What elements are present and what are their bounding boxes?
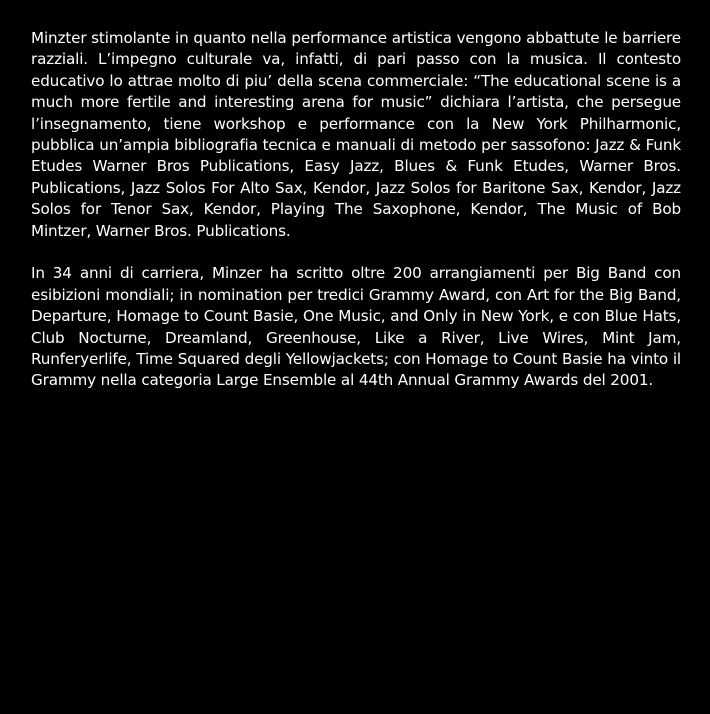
paragraph-mintzer-education: Minzter stimolante in quanto nella performance artistica vengono abbattute le barriere razziali. L’impegno culturale va, infatti, di pari passo con la musica. Il contesto educativo lo attrae molto di piu’ della scena commerciale: “The educational scene is a much more fertile and interesting arena for music” dichiara l’artista, che persegue l’insegnamento, tiene workshop e performance con la New York Philharmonic, pubblica un’ampia bibliografia tecnica e manuali di metodo per sassofono: Jazz & Funk Etudes Warner Bros Publications, Easy Jazz, Blues & Funk Etudes, Warner Bros. Publications, Jazz Solos For Alto Sax, Kendor, Jazz Solos for Baritone Sax, Kendor, Jazz Solos for Tenor Sax, Kendor, Playing The Saxophone, Kendor, The Music of Bob Mintzer, Warner Bros. Publications.: [31, 29, 681, 240]
document-body: [31, 28, 681, 392]
paragraph-mintzer-career: In 34 anni di carriera, Minzer ha scritto oltre 200 arrangiamenti per Big Band con esibizioni mondiali; in nomination per tredici Grammy Award, con Art for the Big Band, Departure, Homage to Count Basie, One Music, and Only in New York, e con Blue Hats, Club Nocturne, Dreamland, Greenhouse, Like a River, Live Wires, Mint Jam, Runferyerlife, Time Squared degli Yellowjackets; con Homage to Count Basie ha vinto il Grammy nella categoria Large Ensemble al 44th Annual Grammy Awards del 2001.: [31, 264, 681, 390]
